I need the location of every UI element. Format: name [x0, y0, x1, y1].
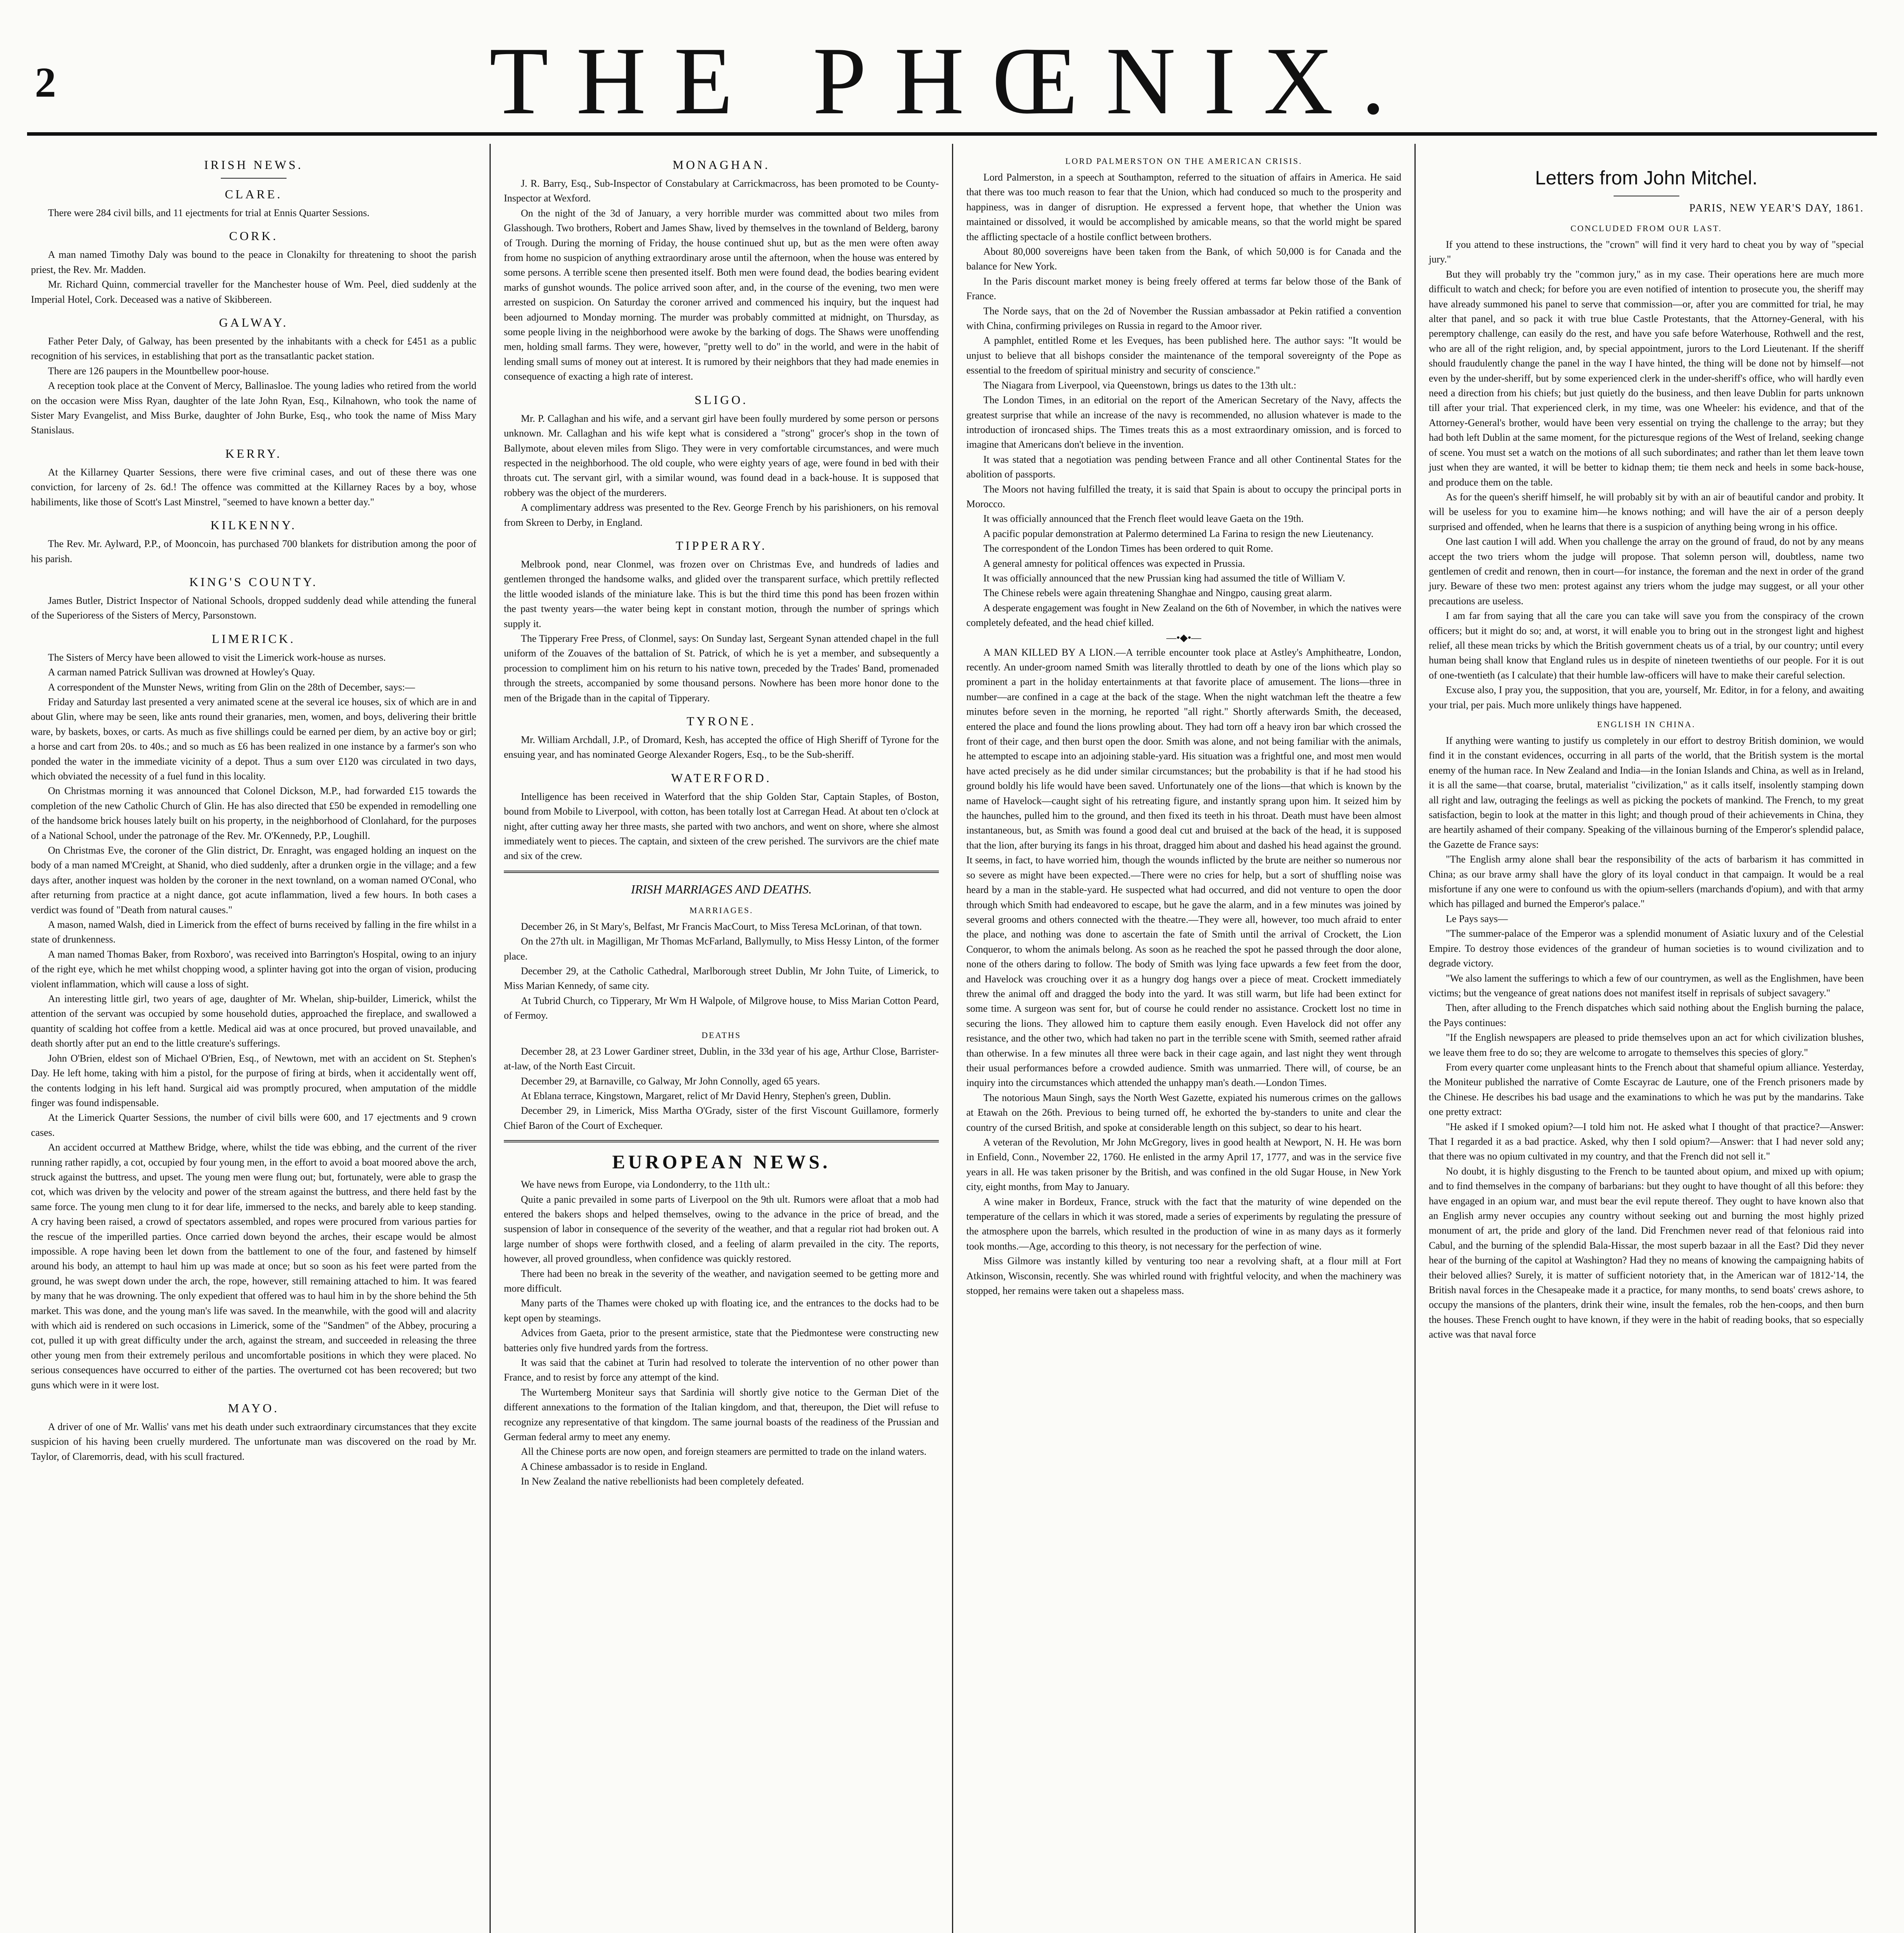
notice: December 29, in Limerick, Miss Martha O'Grady, sister of the first Viscount Guillamore, formerly Chief Baron of the Court of Exchequer.: [504, 1105, 939, 1131]
paragraph: It was stated that a negotiation was pending between France and all other Continental States for the abolition of passports.: [966, 453, 1401, 480]
county-heading-mayo: MAYO.: [228, 1401, 280, 1415]
county-heading-clare: CLARE.: [225, 187, 283, 201]
column-2: [490, 144, 952, 1933]
paragraph: "He asked if I smoked opium?—I told him not. He asked what I thought of that practice?—Answer: That I regarded it as a bad practice. Asked, why then I sold opium?—Answer: that I had never sold any; that there was no opium cultivated in my country, and that the French did not sell it.": [1429, 1121, 1864, 1162]
paragraph-lion-story: A MAN KILLED BY A LION.—A terrible encounter took place at Astley's Amphitheatre, London, recently. An under-groom named Smith was literally throttled to death by one of the lions which play so prominent a part in the holiday entertainments at that favorite place of amusement. The lions—three in number—are confined in a cage at the back of the stage. When the night watchman left the theatre a few minutes before seven in the morning, he reported "all right." Shortly afterwards Smith, the deceased, entered the place and found the lions prowling about. They had torn off a heavy iron bar which crossed the front of their cage, and then burst open the door. Smith was alone, and not being familiar with the animals, he attempted to escape into an adjoining stable-yard. His situation was a frightful one, and most men would have acted precisely as he did under similar circumstances; but the probability is that if he had stood his ground boldly his life would have been saved. Unfortunately one of the lions—that which is known by the name of Havelock—caught sight of his retreating figure, and instantly sprang upon him. It seized him by the haunches, pulled him to the ground, and then fixed its teeth in his throat. Death must have been almost instantaneous, but, as Smith was found a good deal cut and bruised at the back of the head, it is supposed that the lion, after burying its fangs in his throat, dragged him about and dashed his head against the ground. It seems, in fact, to have worried him, though the wounds inflicted by the brute are neither so numerous nor so severe as might have been expected.—There were no cries for help, but a sort of shuffling noise was heard by a man in the stable-yard. He suspected what had occurred, and did not venture to open the door through which Smith had endeavored to escape, but he gave the alarm, and in a few minutes was joined by several grooms and others connected with the theatre.—They were all, however, too much afraid to enter the place, and nothing was done to ascertain the fate of Smith until the arrival of Crockett, the Lion Conqueror, to whom the animals belong. As soon as he reached the spot he passed through the door alone, none of the others daring to follow. The body of Smith was lying face upwards a few feet from the door, and Havelock was crouching over it as a hungry dog hangs over a piece of meat. Crockett immediately threw the animal off and dragged the body into the yard. It was still warm, but life had been extinct for some time. A surgeon was sent for, but of course he could render no assistance. Crockett lost no time in securing the lions. They allowed him to capture them easily enough. Even Havelock did not offer any resistance, and the other two, which had taken no part in the terrible scene with Smith, seemed rather afraid than otherwise. In a few minutes all three were back in their cage again, and last night they went through their usual performances before a crowded audience. Smith was unmarried. There will, of course, be an inquiry into the circumstances which attended the unhappy man's death.—London Times.: [966, 646, 1401, 1089]
page-number: 2: [35, 59, 56, 106]
section-heading-english-in-china: ENGLISH IN CHINA.: [1597, 719, 1696, 729]
paragraph: Many parts of the Thames were choked up with floating ice, and the entrances to the docks had to be kept open by steamings.: [504, 1297, 939, 1324]
section-heading-irish-news: IRISH NEWS.: [204, 158, 304, 172]
columns: [27, 144, 1877, 1933]
paragraph: Mr. Richard Quinn, commercial traveller for the Manchester house of Wm. Peel, died suddenly at the Imperial Hotel, Cork. Deceased was a native of Skibbereen.: [31, 279, 476, 305]
paragraph: There had been no break in the severity of the weather, and navigation seemed to be getting more and more difficult.: [504, 1268, 939, 1294]
paragraph: A mason, named Walsh, died in Limerick from the effect of burns received by falling in the fire whilst in a state of drunkenness.: [31, 919, 476, 945]
paragraph: In New Zealand the native rebellionists had been completely defeated.: [521, 1476, 804, 1487]
paragraph: Mr. William Archdall, J.P., of Dromard, Kesh, has accepted the office of High Sheriff of Tyrone for the ensuing year, and has nominated George Alexander Rogers, Esq., to be the Sub-sheriff.: [504, 734, 939, 760]
paragraph: At the Killarney Quarter Sessions, there were five criminal cases, and out of these there was one conviction, for larceny of 2s. 6d.! The offence was committed at the Killarney Races by a boy, whose habiliments, like those of Scott's Last Minstrel, "seemed to have known a better day.": [31, 466, 476, 508]
paragraph: We have news from Europe, via Londonderry, to the 11th ult.:: [521, 1179, 770, 1190]
paragraph: As for the queen's sheriff himself, he will probably sit by with an air of beautiful candor and probity. It will be useless for you to examine him—he knows nothing; and will have the air of a person deeply surprised and offended, when he learns that there is a suspicion of anything being wrong in his office.: [1429, 491, 1864, 532]
county-heading-kings-county: KING'S COUNTY.: [189, 574, 318, 589]
county-heading-cork: CORK.: [229, 229, 278, 243]
paragraph: Quite a panic prevailed in some parts of Liverpool on the 9th ult. Rumors were afloat that a mob had entered the bakers shops and helped themselves, owing to the advance in the price of bread, and the suspension of labor in consequence of the severity of the weather, and that a regular riot had broken out. A large number of shops were forthwith closed, and a feeling of alarm prevailed in the city. The reports, however, all proved groundless, when confidence was quickly restored.: [504, 1193, 939, 1265]
paragraph: An accident occurred at Matthew Bridge, where, whilst the tide was ebbing, and the current of the river running rather rapidly, a cot, occupied by four young men, in the effort to avoid a boat moored above the arch, struck against the buttress, and upset. The young men were flung out; but, fortunately, were able to grasp the cot, which was driven by the velocity and power of the stream against the buttress, and there held fast by the same force. The young men clung to it for dear life, immersed to the necks, and barely able to keep standing. A cry having been raised, a crowd of spectators assembled, and ropes were procured from various parties for the rescue of the imperilled parties. Once carried down beyond the arches, their escape would be almost impossible. A rope having been let down from the battlement to one of the four, and fastened by himself around his body, an attempt to haul him up was made at once; but so soon as his feet were parted from the ground, he was swept down under the arch, the rope, however, still remaining attached to him. It was feared by many that he was drowning. The only expedient that offered was to haul him in by the shore behind the 5th market. This was done, and the young man's life was saved. In the meanwhile, with the good will and alacrity with which aid is rendered on such occasions in Limerick, some of the "Sandmen" of the Abbey, procuring a cot, pulled it up with great difficulty under the arch, against the stream, and succeeded in releasing the three other young men from their extremely perilous and uncomfortable positions in which they were placed. No serious consequences have occurred to either of the parties. The overturned cot has been recovered; but two guns which were in it were lost.: [31, 1142, 476, 1391]
paragraph: The Rev. Mr. Aylward, P.P., of Mooncoin, has purchased 700 blankets for distribution among the poor of his parish.: [31, 538, 476, 564]
paragraph: About 80,000 sovereigns have been taken from the Bank, of which 50,000 is for Canada and the balance for New York.: [966, 246, 1401, 272]
paragraph: The Sisters of Mercy have been allowed to visit the Limerick work-house as nurses.: [48, 651, 386, 663]
paragraph: Father Peter Daly, of Galway, has been presented by the inhabitants with a check for £451 as a public recognition of his services, in establishing that port as the transatlantic packet station.: [31, 336, 476, 362]
paragraph: I am far from saying that all the care you can take will save you from the conspiracy of the crown officers; but it might do so; and, at worst, it will enable you to bring out in the strongest light and highest relief, all these mean tricks by which the British government cheats us of a trial, by our country; until every human being shall know that England rules us in despite of nineteen twentieths of our people. For it is out of one-twentieth (as I calculate) that their humble law-officers will have to make their careful selection.: [1429, 610, 1864, 681]
paragraph: A pacific popular demonstration at Palermo determined La Farina to resign the new Lieutenancy.: [983, 528, 1374, 539]
paragraph: Melbrook pond, near Clonmel, was frozen over on Christmas Eve, and hundreds of ladies and gentlemen thronged the handsome walks, and glided over the transparent surface, which prettily reflected the little wooded islands of the miniature lake. This is but the third time this pond has been frozen within the past twenty years—the water being kept in constant motion, through the number of springs which supply it.: [504, 558, 939, 629]
notice: December 29, at Barnaville, co Galway, Mr John Connolly, aged 65 years.: [521, 1075, 820, 1087]
masthead: [0, 0, 1904, 139]
paragraph: James Butler, District Inspector of National Schools, dropped suddenly dead while attending the funeral of the Superioress of the Sisters of Mercy, Parsonstown.: [31, 595, 476, 621]
paragraph: The Norde says, that on the 2d of November the Russian ambassador at Pekin ratified a convention with China, confirming privileges on Russia in regard to the Amoor river.: [966, 305, 1401, 332]
paragraph: All the Chinese ports are now open, and foreign steamers are permitted to trade on the inland waters.: [521, 1446, 927, 1457]
section-heading-palmerston: LORD PALMERSTON ON THE AMERICAN CRISIS.: [1065, 156, 1302, 166]
paragraph: A driver of one of Mr. Wallis' vans met his death under such extraordinary circumstances that they excite suspicion of his having been cruelly murdered. The unfortunate man was discovered on the road by Mr. Taylor, of Claremorris, dead, with his scull fractured.: [31, 1421, 476, 1462]
paragraph: A man named Thomas Baker, from Roxboro', was received into Barrington's Hospital, owing to an injury of the right eye, which he met whilst chopping wood, a splinter having got into the organ of vision, producing violent inflammation, which will cause a loss of sight.: [31, 948, 476, 990]
paragraph: A desperate engagement was fought in New Zealand on the 6th of November, in which the natives were completely defeated, and the head chief killed.: [966, 602, 1401, 629]
ornament-divider: —•◆•—: [1166, 632, 1201, 643]
dateline: PARIS, NEW YEAR'S DAY, 1861.: [1689, 202, 1864, 214]
county-heading-waterford: WATERFORD.: [671, 770, 772, 785]
paragraph: One last caution I will add. When you challenge the array on the ground of fraud, do not by any means accept the two triers whom the judge will propose. That solemn person will, doubtless, name two gentlemen of credit and renown, then in court—for instance, the foreman and the next in order of the grand jury. Beware of these two men: protest against any triers whom the judge may suggest, or all your other precautions are useless.: [1429, 536, 1864, 607]
notice: December 28, at 23 Lower Gardiner street, Dublin, in the 33d year of his age, Arthur Close, Barrister-at-law, of the North East Circuit.: [504, 1045, 939, 1072]
column-1: [27, 144, 490, 1933]
paragraph: "We also lament the sufferings to which a few of our countrymen, as well as the Englishmen, have been victims; but the vengeance of great nations does not manifest itself in reprisals of subject savagery.": [1429, 972, 1864, 999]
notice: December 26, in St Mary's, Belfast, Mr Francis MacCourt, to Miss Teresa McLorinan, of that town.: [521, 920, 922, 932]
section-divider: [504, 1140, 939, 1142]
paragraph: Intelligence has been received in Waterford that the ship Golden Star, Captain Staples, of Boston, bound from Mobile to Liverpool, with cotton, has been totally lost at Carregan Head. At about ten o'clock at night, after cutting away her three masts, she parted with two anchors, and went on shore, where she almost immediately went to pieces. The captain, and sixteen of the crew perished. The survivors are the chief mate and six of the crew.: [504, 791, 939, 862]
paragraph: A carman named Patrick Sullivan was drowned at Howley's Quay.: [48, 666, 315, 678]
paragraph: There were 284 civil bills, and 11 ejectments for trial at Ennis Quarter Sessions.: [48, 207, 370, 218]
county-heading-sligo: SLIGO.: [694, 392, 748, 407]
paragraph: If anything were wanting to justify us completely in our effort to destroy British dominion, we would find it in the constant evidences, occurring in all parts of the world, that the British system is the mortal enemy of the human race. In New Zealand and India—in the Ionian Islands and China, as well as in Ireland, it is all the same—that coarse, brutal, materialist "civilization," as it calls itself, insolently stamping down all right and law, outraging the feelings as well as picking the pockets of mankind. The French, to my great satisfaction, begin to look at the matter in this light; and though proud of their achievements in China, they are heartily ashamed of their company. Speaking of the villainous burning of the Emperor's splendid palace, the Gazette de France says:: [1429, 735, 1864, 850]
paragraph: "The summer-palace of the Emperor was a splendid monument of Asiatic luxury and of the Celestial Empire. To destroy those evidences of the grandeur of human societies is to wound civilization and to degrade victory.: [1429, 928, 1864, 969]
paragraph: Mr. P. Callaghan and his wife, and a servant girl have been foully murdered by some person or persons unknown. Mr. Callaghan and his wife kept what is considered a "strong" grocer's shop in the town of Ballymote, about eleven miles from Sligo. They were in very comfortable circumstances, and were much respected in the neighborhood. The old couple, who were eighty years of age, were found in bed with their throats cut. The servant girl, with a similar wound, was found dead in a back-house. It is supposed that robbery was the object of the murderers.: [504, 413, 939, 498]
paragraph: The London Times, in an editorial on the report of the American Secretary of the Navy, affects the greatest surprise that while an increase of the navy is recommended, no allusion whatever is made to the introduction of ironcased ships. The Times treats this as a most extraordinary omission, and is forced to imagine that Americans don't believe in the invention.: [966, 394, 1401, 450]
paragraph: Then, after alluding to the French dispatches which said nothing about the English burning the palace, the Pays continues:: [1429, 1002, 1864, 1028]
paragraph: On Christmas morning it was announced that Colonel Dickson, M.P., had forwarded £15 towards the completion of the new Catholic Church of Glin. He has also directed that £50 be expended in remodelling one of the handsome brick houses lately built on his property, in the neighborhood of Clonlahard, for the purposes of a National School, under the patronage of the Rev. Mr. O'Kennedy, P.P., Loughill.: [31, 785, 476, 841]
paragraph: The correspondent of the London Times has been ordered to quit Rome.: [983, 543, 1273, 554]
paragraph: It was officially announced that the French fleet would leave Gaeta on the 19th.: [983, 513, 1304, 525]
paragraph: Lord Palmerston, in a speech at Southampton, referred to the situation of affairs in America. He said that there was too much reason to fear that the Union, which had conduced so much to the prosperity and happiness, was in danger of disruption. He expressed a fervent hope, that whether the Union was maintained or dissolved, it would be accomplished by amicable means, so that the world might be spared the afflicting spectacle of a hostile conflict between brothers.: [966, 172, 1401, 242]
paragraph: "If the English newspapers are pleased to pride themselves upon an act for which civilization blushes, we leave them free to do so; they are welcome to arrogate to themselves this species of glory.": [1429, 1032, 1864, 1058]
paragraph: A correspondent of the Munster News, writing from Glin on the 28th of December, says:—: [48, 681, 415, 693]
paragraph: J. R. Barry, Esq., Sub-Inspector of Constabulary at Carrickmacross, has been promoted to be County-Inspector at Wexford.: [504, 178, 939, 204]
paragraph: The Moors not having fulfilled the treaty, it is said that Spain is about to occupy the principal ports in Morocco.: [966, 483, 1401, 510]
subheading-marriages: MARRIAGES.: [689, 905, 754, 915]
paragraph: If you attend to these instructions, the "crown" will find it very hard to cheat you by way of "special jury.": [1429, 239, 1864, 265]
paragraph: The Niagara from Liverpool, via Queenstown, brings us dates to the 13th ult.:: [983, 379, 1297, 391]
paragraph: Le Pays says—: [1446, 913, 1508, 924]
section-heading-marriages-deaths: IRISH MARRIAGES AND DEATHS.: [631, 882, 812, 896]
notice: On the 27th ult. in Magilligan, Mr Thomas McFarland, Ballymully, to Miss Hessy Linton, of the former place.: [504, 936, 939, 962]
paragraph: But they will probably try the "common jury," as in my case. Their operations here are much more difficult to watch and check; for before you are even notified of intention to prosecute you, the sheriff may have already summoned his panel to serve that commission—or, after you are committed for trial, he may alter that panel, and so pack it with true blue Castle Protestants, that the Attorney-General, with his peremptory challenge, can easily do the rest, and have you safe before Waterhouse, Rothwell and the rest, who are all of the right religion, and, by special appointment, jurors to the Lord Lieutenant. If the sheriff should fraudulently change the panel in the way I have hinted, the thing will be done not by himself—not even by the under-sheriff, but by some experienced clerk in the under-sheriff's office, who will hardly even need a direction from his chiefs; but just quietly do the business, and then leave Dublin for parts unknown till after your trial. That experienced clerk, in my time, was one Wheeler: his evidence, and that of the Attorney-General's brother, would have been very essential on trying the challenge to the array; but they had both left Dublin at the same moment, for the picturesque regions of the West of Ireland, seeking change of scene. You must set a watch on the motions of all such subordinates; and rather than let them leave town just when they are wanted, it will be better to kidnap them; tie them neck and heels in some back-house, and produce them on the table.: [1429, 268, 1864, 488]
county-heading-tyrone: TYRONE.: [686, 714, 756, 728]
notice: At Tubrid Church, co Tipperary, Mr Wm H Walpole, of Milgrove house, to Miss Marian Cotton Peard, of Fermoy.: [504, 995, 939, 1021]
paragraph: In the Paris discount market money is being freely offered at terms far below those of the Bank of France.: [966, 275, 1401, 302]
subheading-deaths: DEATHS: [701, 1030, 741, 1040]
paragraph: Friday and Saturday last presented a very animated scene at the several ice houses, six of which are in and about Glin, where may be seen, like ants round their granaries, men, women, and boys, delivering their brittle ware, by baskets, boxes, or carts. As much as five shillings could be earned per diem, by an active boy or girl; a horse and cart from 20s. to 40s.; and so much as £6 has been realized in one instance by a farmer's son who ponded the water in the immediate vicinity of a depot. Thus a sum over £120 was circulated in two days, which obviated the necessity of a fuel fund in this locality.: [31, 696, 476, 782]
county-heading-galway: GALWAY.: [219, 315, 288, 330]
county-heading-limerick: LIMERICK.: [212, 631, 296, 646]
notice: At Eblana terrace, Kingstown, Margaret, relict of Mr David Henry, Stephen's green, Dublin.: [521, 1090, 891, 1101]
paragraph: A reception took place at the Convent of Mercy, Ballinasloe. The young ladies who retired from the world on the occasion were Miss Ryan, daughter of the late John Ryan, Esq., Kilnahown, who took the name of Sister Mary Evangelist, and Miss Burke, daughter of John Burke, Esq., who took the name of Miss Mary Stanislaus.: [31, 380, 476, 436]
section-heading-letters: Letters from John Mitchel.: [1535, 167, 1758, 189]
paragraph: Miss Gilmore was instantly killed by venturing too near a revolving shaft, at a flour mill at Fort Atkinson, Wisconsin, recently. She was whirled round with frightful velocity, and when the machinery was stopped, her remains were taken out a shapeless mass.: [966, 1255, 1401, 1297]
county-heading-tipperary: TIPPERARY.: [676, 538, 767, 552]
masthead-rule: [27, 132, 1877, 136]
county-heading-kilkenny: KILKENNY.: [210, 518, 297, 532]
paragraph: The Wurtemberg Moniteur says that Sardinia will shortly give notice to the German Diet of the different annexations to the formation of the Italian kingdom, and that, thereupon, the Diet will refuse to recognize any representative of that kingdom. The same journal boasts of the readiness of the Prussian and German federal army to meet any enemy.: [504, 1386, 939, 1443]
paragraph: On Christmas Eve, the coroner of the Glin district, Dr. Enraght, was engaged holding an inquest on the body of a man named M'Creight, at Shanid, who died suddenly, after a drunken orgie in the village; and a few days after, another inquest was holden by the coroner in the next townland, on a woman named O'Conal, who after returning from practice at a night dance, got acute inflammation, lived a few hours. In both cases a verdict was found of "Death from natural causes.": [31, 845, 476, 915]
paragraph: Excuse also, I pray you, the supposition, that you are, yourself, Mr. Editor, in for a felony, and awaiting your trial, per pais. Much more unlikely things have happened.: [1429, 684, 1864, 711]
paragraph: "The English army alone shall bear the responsibility of the acts of barbarism it has committed in China; as our brave army shall have the glory of its loyal conduct in that campaign. It would be a real misfortune if any one were to confound us with the opium-sellers (marchands d'opium), and with that army which has pillaged and burned the Emperor's palace.": [1429, 854, 1864, 910]
paragraph: A complimentary address was presented to the Rev. George French by his parishioners, on his removal from Skreen to Derby, in England.: [504, 502, 939, 528]
continued-note: CONCLUDED FROM OUR LAST.: [1570, 223, 1722, 233]
column-4: [1414, 144, 1877, 1933]
paragraph: At the Limerick Quarter Sessions, the number of civil bills were 600, and 17 ejectments and 9 crown cases.: [31, 1112, 476, 1138]
paragraph: From every quarter come unpleasant hints to the French about that shameful opium alliance. Yesterday, the Moniteur published the narrative of Comte Escayrac de Lauture, one of the French prisoners made by the Chinese. He describes his bad usage and the examinations to which he was put by the mandarins. Take one pretty extract:: [1429, 1061, 1864, 1118]
paragraph: On the night of the 3d of January, a very horrible murder was committed about two miles from Glasshough. Two brothers, Robert and James Shaw, lived by themselves in the townland of Belderg, barony of Trough. During the morning of Friday, the house continued shut up, but as the men were often away from home no suspicion of anything extraordinary arose until the afternoon, when the house was entered by some persons. A terrible scene then presented itself. Both men were found dead, the bodies bearing evident marks of gunshot wounds. The police arrived soon after, and, in the course of the evening, two men were arrested on suspicion. On Saturday the coroner arrived and commenced his inquiry, but the inquest had been adjourned to Monday morning. The murder was probably committed at midnight, on Thursday, as some people living in the neighborhood were awoke by the barking of dogs. The Shaws were unoffending men, holding small farms. They were, however, "pretty well to do" in the world, and were in the habit of lending small sums of money out at interest. It is rumored by their neighbors that they had made enemies in consequence of exacting a high rate of interest.: [504, 207, 939, 382]
paragraph: A general amnesty for political offences was expected in Prussia.: [983, 557, 1245, 569]
paragraph: It was officially announced that the new Prussian king had assumed the title of William V.: [983, 572, 1345, 584]
notice: December 29, at the Catholic Cathedral, Marlborough street Dublin, Mr John Tuite, of Limerick, to Miss Marian Kennedy, of same city.: [504, 965, 939, 992]
column-3: [952, 144, 1414, 1933]
paragraph: A pamphlet, entitled Rome et les Eveques, has been published here. The author says: "It would be unjust to believe that all bishops consider the maintenance of the temporal sovereignty of the Pope as essential to the freedom of spiritual ministry and security of conscience.": [966, 335, 1401, 376]
section-divider: [504, 871, 939, 873]
paragraph: An interesting little girl, two years of age, daughter of Mr. Whelan, ship-builder, Limerick, whilst the attention of the servant was occupied by some household duties, approached the fireplace, and swallowed a quantity of scalding hot coffee from a kettle. Medical aid was at once procured, but proved unavailable, and death shortly after put an end to the little creature's sufferings.: [31, 993, 476, 1049]
county-heading-monaghan: MONAGHAN.: [672, 158, 770, 172]
paragraph: The Tipperary Free Press, of Clonmel, says: On Sunday last, Sergeant Synan attended chapel in the full uniform of the Zouaves of the battalion of St. Patrick, of which he is yet a member, and subsequently a procession to compliment him on his return to his native town, preceded by the Trades' Band, promenaded through the streets, accompanied by some thousand persons. Nowhere has been more honor done to the men of the Brigade than in the capital of Tipperary.: [504, 632, 939, 704]
paragraph: John O'Brien, eldest son of Michael O'Brien, Esq., of Newtown, met with an accident on St. Stephen's Day. He left home, taking with him a pistol, for the purpose of firing at birds, when it accidentally went off, the contents lodging in his left hand. Surgical aid was promptly procured, when amputation of the middle finger was found indispensable.: [31, 1052, 476, 1108]
paragraph: The notorious Maun Singh, says the North West Gazette, expiated his numerous crimes on the gallows at Etawah on the 26th. Previous to being turned off, he exhorted the by-standers to unite and clear the country of the cursed British, and spoke at considerable length on this subject, so dear to his heart.: [966, 1092, 1401, 1133]
paragraph: No doubt, it is highly disgusting to the French to be taunted about opium, and mixed up with opium; and to find themselves in the company of barbarians: but they ought to have thought of all this before: they have engaged in an opium war, and must bear the evil repute thereof. They ought to have known also that an English army never occupies any country without seeking out and burning the most highly prized monument of art, the pride and glory of the land. Did Frenchmen never read of that felonious raid into Cabul, and the burning of the splendid Bala-Hissar, the most superb bazaar in all the East? Did they never hear of the burning of the capitol at Washington? Had they no means of knowing the campaigning habits of their beloved allies? Surely, it is matter of sufficient notoriety that, in the American war of 1812-'14, the British naval forces in the Chesapeake made it a practice, for many months, to send boats' crews ashore, to occupy the mansions of the planters, drink their wine, insult the females, rob the hen-coops, and then burn the houses. These French ought to have known, if they were in the habit of reading books, that so especially active was that naval force: [1429, 1165, 1864, 1340]
newspaper-title: THE PHŒNIX.: [489, 27, 1413, 135]
paragraph: Advices from Gaeta, prior to the present armistice, state that the Piedmontese were constructing new batteries only five hundred yards from the fortress.: [504, 1327, 939, 1353]
paragraph: A veteran of the Revolution, Mr John McGregory, lives in good health at Newport, N. H. He was born in Enfield, Conn., November 22, 1760. He enlisted in the army April 17, 1777, and was in the service five years in all. He was taken prisoner by the British, and was confined in the old Sugar House, in New York city, eight months, from May to January.: [966, 1137, 1401, 1193]
divider: [221, 178, 287, 179]
paragraph: The Chinese rebels were again threatening Shanghae and Ningpo, causing great alarm.: [983, 587, 1332, 599]
paragraph: A wine maker in Bordeux, France, struck with the fact that the maturity of wine depended on the temperature of the cellars in which it was stored, made a series of experiments by regulating the pressure of the atmosphere upon the barrels, which resulted in the production of wine in as many days as it formerly took months.—Age, according to this theory, is not necessary for the perfection of wine.: [966, 1196, 1401, 1252]
paragraph: A Chinese ambassador is to reside in England.: [521, 1461, 708, 1472]
section-heading-european-news: EUROPEAN NEWS.: [612, 1151, 831, 1173]
paragraph: There are 126 paupers in the Mountbellew poor-house.: [48, 365, 269, 377]
paragraph: A man named Timothy Daly was bound to the peace in Clonakilty for threatening to shoot the parish priest, the Rev. Mr. Madden.: [31, 249, 476, 275]
county-heading-kerry: KERRY.: [225, 446, 282, 460]
paragraph: It was said that the cabinet at Turin had resolved to tolerate the intervention of no other power than France, and to resist by force any attempt of the kind.: [504, 1357, 939, 1383]
